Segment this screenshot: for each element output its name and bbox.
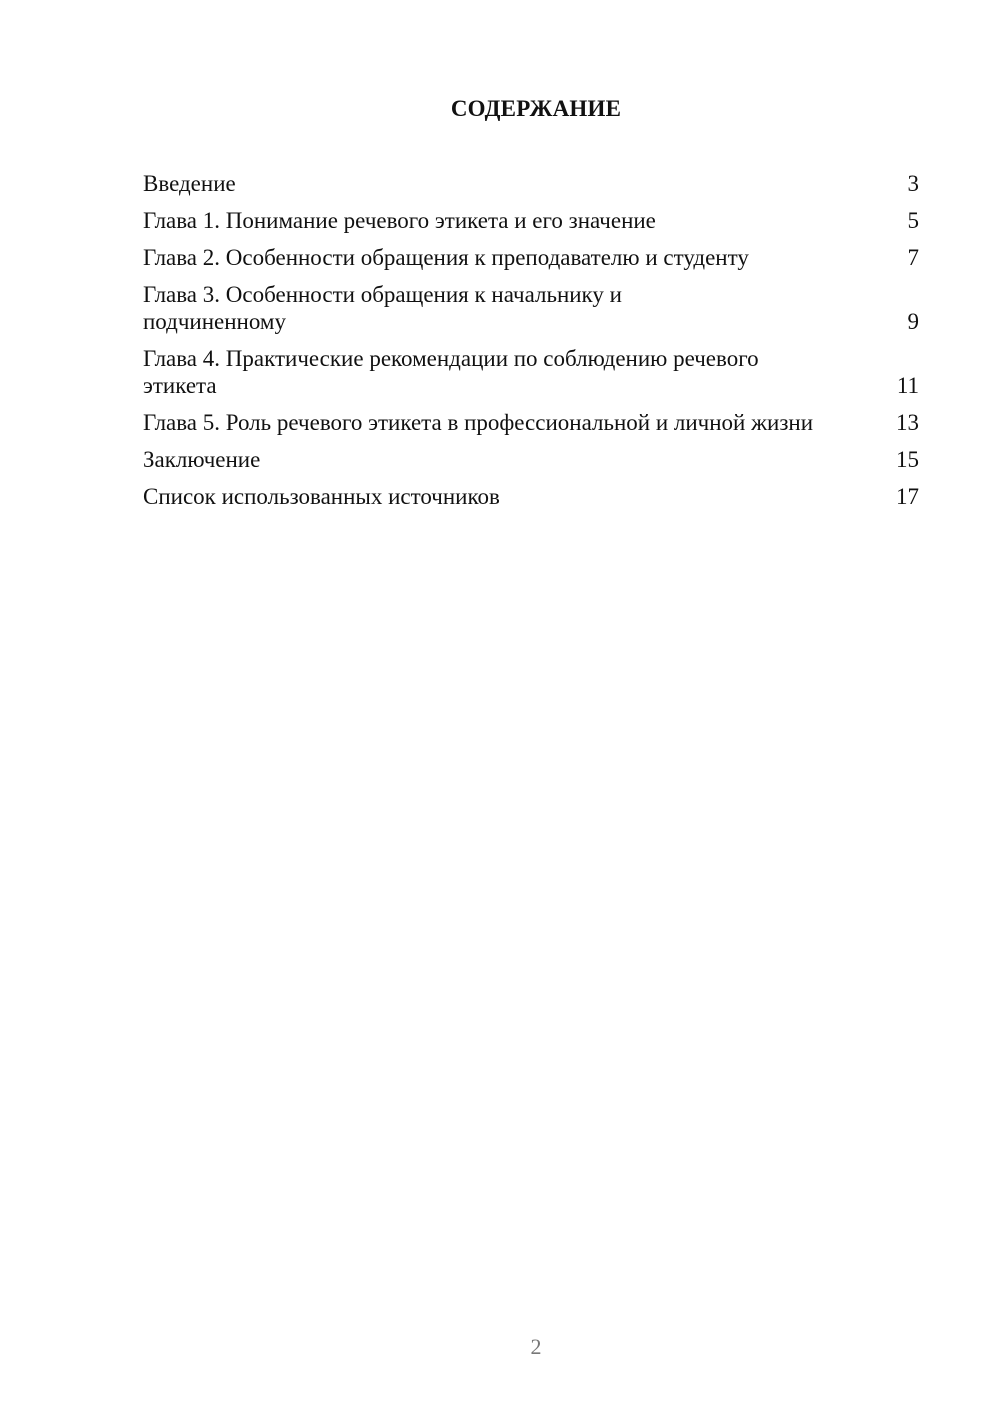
toc-entry-chapter-5	[143, 409, 919, 436]
toc-entry-page: 15	[896, 447, 919, 472]
toc-entry-title: Глава 4. Практические рекомендации по соблюдению речевого этикета	[143, 346, 759, 398]
toc-entry-page: 3	[907, 171, 919, 196]
toc-entry-title: Глава 1. Понимание речевого этикета и его значение	[143, 208, 656, 233]
toc-entry-chapter-3	[143, 281, 919, 335]
toc-entry-title: Список использованных источников	[143, 484, 500, 509]
toc-entry-title: Глава 5. Роль речевого этикета в профессиональной и личной жизни	[143, 410, 814, 435]
toc-entry-title: Глава 2. Особенности обращения к преподавателю и студенту	[143, 245, 749, 270]
toc-entry-title: Глава 3. Особенности обращения к начальнику и подчиненному	[143, 282, 622, 334]
toc-entry-page: 7	[907, 245, 919, 270]
toc-entry-title: Введение	[143, 171, 236, 196]
toc-entry-references	[143, 483, 919, 510]
toc-entry-page: 9	[907, 309, 919, 334]
toc-heading: СОДЕРЖАНИЕ	[450, 96, 622, 121]
toc-list	[143, 170, 919, 520]
toc-entry-page: 11	[896, 373, 919, 398]
toc-entry-introduction	[143, 170, 919, 197]
toc-entry-conclusion	[143, 446, 919, 473]
toc-entry-page: 13	[896, 410, 919, 435]
page-number: 2	[530, 1334, 542, 1359]
toc-entry-chapter-2	[143, 244, 919, 271]
toc-entry-page: 5	[907, 208, 919, 233]
toc-entry-page: 17	[896, 484, 919, 509]
toc-entry-chapter-4	[143, 345, 919, 399]
toc-entry-chapter-1	[143, 207, 919, 234]
toc-entry-title: Заключение	[143, 447, 261, 472]
